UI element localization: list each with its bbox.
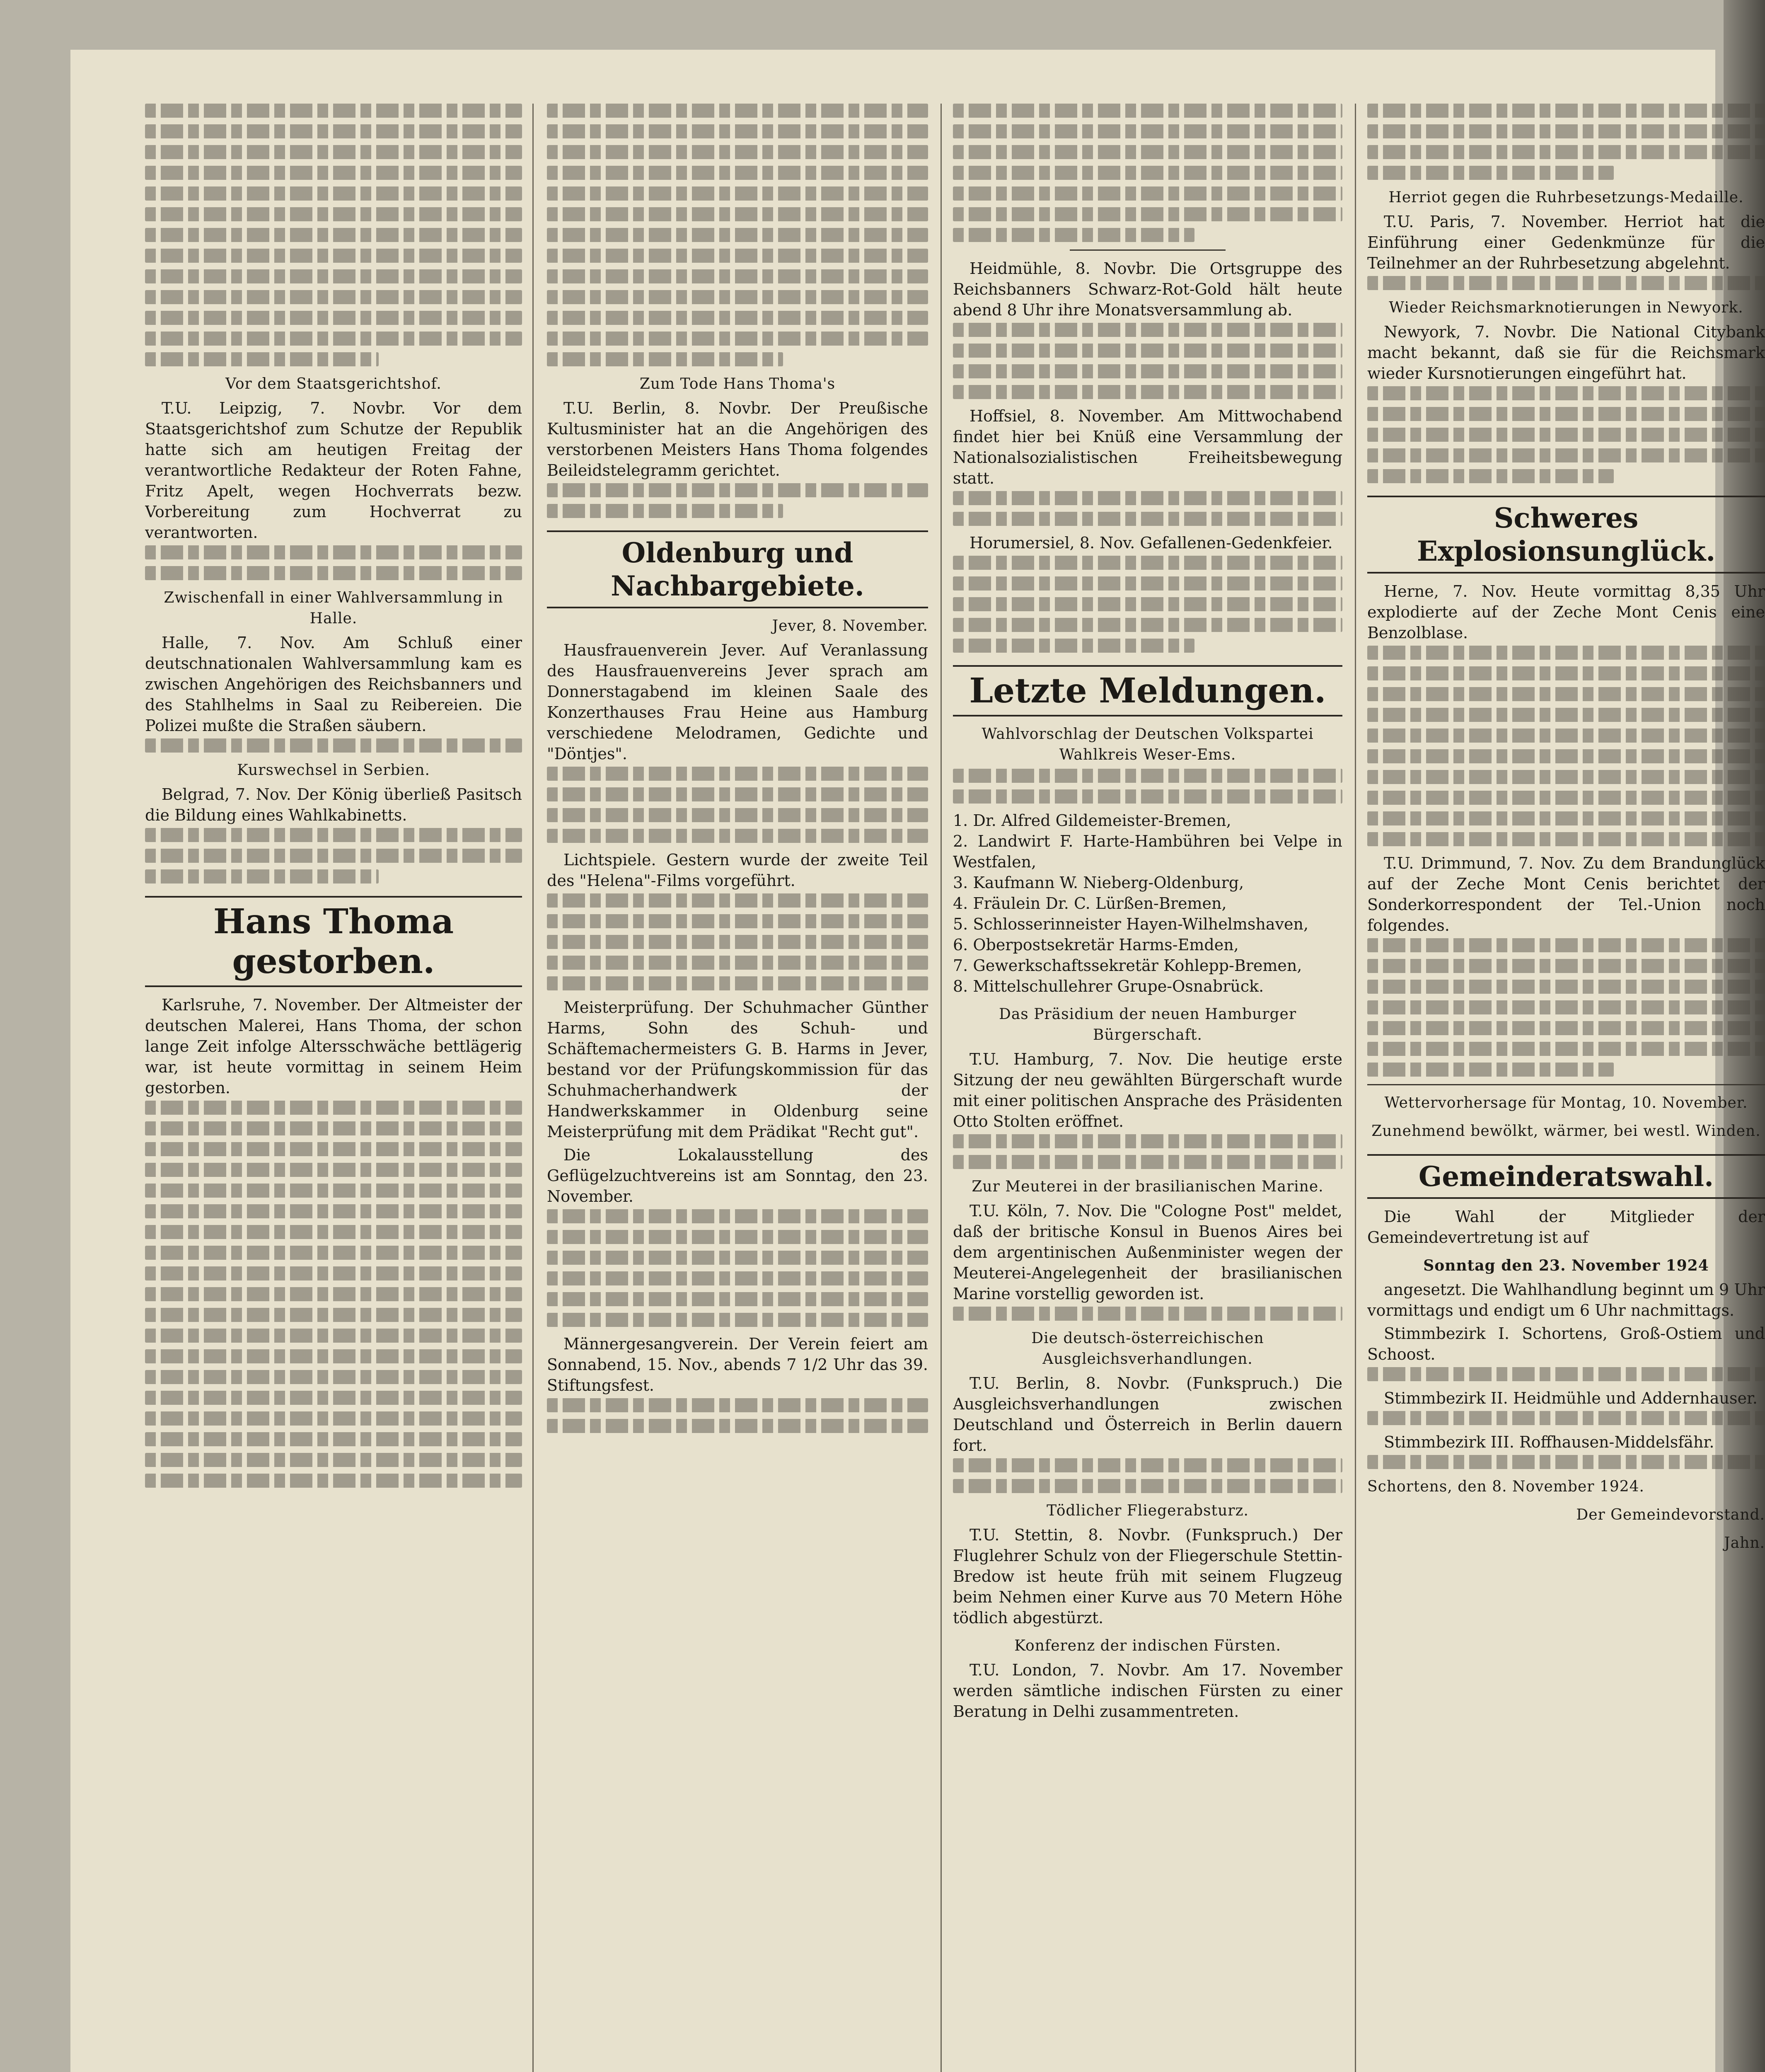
text-line — [1367, 729, 1765, 743]
text-line — [1367, 832, 1765, 846]
text-line — [1367, 1455, 1765, 1469]
text-line — [145, 332, 522, 346]
text-line — [145, 186, 522, 201]
text-line — [145, 738, 522, 753]
text-line — [547, 124, 928, 138]
text-line — [953, 364, 1342, 378]
text-line — [145, 124, 522, 138]
article-text: Lichtspiele. Gestern wurde der zweite Teil des "Helena"-Films vorgeführt. — [547, 851, 928, 890]
text-line — [1367, 811, 1765, 825]
column-2 — [547, 104, 928, 2072]
text-line — [145, 849, 522, 863]
section-heading: Das Präsidium der neuen Hamburger Bürgerschaft. — [999, 1006, 1297, 1043]
column-1 — [145, 104, 522, 2072]
article-text: Hausfrauenverein Jever. Auf Veranlassung des Hausfrauenvereins Jever sprach am Donnerstagabend im kleinen Saale des Konzerthauses Frau Heine aus Hamburg verschiedene Melodramen, Gedichte und "Döntjes". — [547, 641, 928, 763]
article-text: Hoffsiel, 8. November. Am Mittwochabend findet hier bei Knüß eine Versammlung der Nationalsozialistischen Freiheitsbewegung statt. — [953, 407, 1342, 487]
text-line — [547, 1398, 928, 1412]
text-line — [1367, 469, 1614, 483]
text-line — [953, 1458, 1342, 1472]
notice-text: Stimmbezirk I. Schortens, Groß-Ostiem und Schoost. — [1367, 1324, 1765, 1363]
section-heading: Kurswechsel in Serbien. — [237, 762, 430, 779]
text-line — [547, 332, 928, 346]
article-text: T.U. Köln, 7. Nov. Die "Cologne Post" meldet, daß der britische Konsul in Buenos Aires bei dem argentinischen Außenminister wegen der Meuterei-Angelegenheit der brasilianischen Marine vorstellig geworden ist. — [953, 1202, 1342, 1303]
text-line — [547, 504, 783, 518]
text-line — [145, 1287, 522, 1301]
text-line — [547, 269, 928, 283]
text-line — [1367, 770, 1765, 784]
text-line — [547, 956, 928, 970]
text-line — [145, 1411, 522, 1426]
text-line — [547, 228, 928, 242]
text-line — [1367, 938, 1765, 952]
dateline: Jever, 8. November. — [772, 617, 928, 634]
text-line — [1367, 1367, 1765, 1381]
text-line — [145, 1266, 522, 1280]
text-line — [547, 1209, 928, 1223]
text-line — [145, 1349, 522, 1363]
column-rule — [1355, 104, 1356, 2072]
text-line — [547, 893, 928, 908]
section-heading: Zwischenfall in einer Wahlversammlung in Halle. — [164, 589, 503, 627]
section-heading: Konferenz der indischen Fürsten. — [1014, 1637, 1281, 1654]
notice-text: angesetzt. Die Wahlhandlung beginnt um 9 Uhr vormittags und endigt um 6 Uhr nachmittags. — [1367, 1280, 1765, 1319]
text-line — [145, 1308, 522, 1322]
text-line — [1367, 666, 1765, 680]
text-line — [1367, 386, 1765, 400]
text-line — [953, 789, 1342, 804]
list-item: 8. Mittelschullehrer Grupe-Osnabrück. — [953, 977, 1264, 995]
text-line — [547, 249, 928, 263]
section-heading: Vor dem Staatsgerichtshof. — [225, 375, 442, 392]
text-line — [145, 1329, 522, 1343]
text-line — [145, 1121, 522, 1135]
text-line — [1367, 687, 1765, 701]
headline-explosion: Schweres Explosionsunglück. — [1367, 496, 1765, 574]
text-line — [1367, 166, 1614, 180]
text-line — [953, 576, 1342, 591]
signature-body: Der Gemeindevorstand. — [1576, 1506, 1765, 1523]
weather-text: Zunehmend bewölkt, wärmer, bei westl. Winden. — [1371, 1123, 1761, 1140]
article-text: Männergesangverein. Der Verein feiert am Sonnabend, 15. Nov., abends 7 1/2 Uhr das 39. Stiftungsfest. — [547, 1335, 928, 1394]
text-line — [1367, 276, 1765, 290]
text-line — [547, 186, 928, 201]
separator — [1070, 249, 1226, 251]
text-line — [1367, 1000, 1765, 1014]
article-text: Die Lokalausstellung des Geflügelzuchtvereins ist am Sonntag, den 23. November. — [547, 1146, 928, 1205]
text-line — [547, 787, 928, 801]
article-text: T.U. Berlin, 8. Novbr. Der Preußische Kultusminister hat an die Angehörigen des verstorbenen Meisters Hans Thoma folgendes Beileidstelegramm gerichtet. — [547, 399, 928, 479]
article-text: Horumersiel, 8. Nov. Gefallenen-Gedenkfeier. — [970, 534, 1333, 552]
text-line — [953, 344, 1342, 358]
article-text: T.U. Hamburg, 7. Nov. Die heutige erste Sitzung der neu gewählten Bürgerschaft wurde mit einer politischen Ansprache des Präsidenten Otto Stolten eröffnet. — [953, 1050, 1342, 1130]
text-line — [547, 166, 928, 180]
text-line — [145, 1101, 522, 1115]
text-line — [1367, 749, 1765, 763]
signature-place: Schortens, den 8. November 1924. — [1367, 1478, 1644, 1495]
text-line — [1367, 448, 1765, 462]
article-text: Newyork, 7. Novbr. Die National Citybank macht bekannt, daß sie für die Reichsmark wieder Kursnotierungen eingeführt hat. — [1367, 323, 1765, 382]
text-line — [547, 311, 928, 325]
text-line — [1367, 791, 1765, 805]
separator — [1367, 1084, 1765, 1085]
section-heading: Tödlicher Fliegerabsturz. — [1047, 1502, 1249, 1519]
notice-text: Die Wahl der Mitglieder der Gemeindevertretung ist auf — [1367, 1208, 1765, 1247]
text-line — [145, 566, 522, 580]
column-3 — [953, 104, 1342, 2072]
article-text: Belgrad, 7. Nov. Der König überließ Pasitsch die Bildung eines Wahlkabinetts. — [145, 785, 522, 824]
text-line — [547, 207, 928, 221]
text-line — [145, 311, 522, 325]
text-line — [953, 385, 1342, 399]
text-line — [547, 808, 928, 822]
text-line — [547, 1251, 928, 1265]
section-heading: Zur Meuterei in der brasilianischen Marine. — [972, 1178, 1324, 1195]
text-line — [145, 166, 522, 180]
text-line — [1367, 145, 1765, 159]
text-line — [145, 290, 522, 304]
list-item: 7. Gewerkschaftssekretär Kohlepp-Bremen, — [953, 956, 1302, 975]
text-line — [145, 145, 522, 159]
text-line — [145, 869, 379, 884]
list-item: 6. Oberpostsekretär Harms-Emden, — [953, 936, 1239, 954]
text-line — [953, 618, 1342, 632]
column-rule — [941, 104, 942, 2072]
article-text: Heidmühle, 8. Novbr. Die Ortsgruppe des Reichsbanners Schwarz-Rot-Gold hält heute abend 8 Uhr ihre Monatsversammlung ab. — [953, 259, 1342, 319]
text-line — [547, 1271, 928, 1285]
text-line — [547, 914, 928, 928]
article-text: Herne, 7. Nov. Heute vormittag 8,35 Uhr explodierte auf der Zeche Mont Cenis eine Benzolblase. — [1367, 582, 1765, 642]
list-item: 4. Fräulein Dr. C. Lürßen-Bremen, — [953, 894, 1227, 913]
text-line — [1367, 428, 1765, 442]
text-line — [1367, 104, 1765, 118]
text-line — [953, 145, 1342, 159]
text-line — [1367, 646, 1765, 660]
section-heading: Herriot gegen die Ruhrbesetzungs-Medaille. — [1388, 189, 1744, 206]
article-text: Karlsruhe, 7. November. Der Altmeister der deutschen Malerei, Hans Thoma, der schon lange Zeit infolge Altersschwäche bettlägerig war, ist heute vormittag in seinem Heim gestorben. — [145, 996, 522, 1097]
text-line — [145, 1204, 522, 1218]
text-line — [145, 228, 522, 242]
notice-date: Sonntag den 23. November 1924 — [1423, 1257, 1709, 1274]
headline-letzte-meldungen: Letzte Meldungen. — [953, 665, 1342, 716]
article-text: Halle, 7. Nov. Am Schluß einer deutschnationalen Wahlversammlung kam es zwischen Angehörigen des Reichsbanners und des Stahlhelms in Saal zu Reibereien. Die Polizei mußte die Straßen säubern. — [145, 634, 522, 735]
text-line — [953, 639, 1194, 653]
text-line — [145, 1142, 522, 1156]
section-heading: Wahlvorschlag der Deutschen Volkspartei Wahlkreis Weser-Ems. — [982, 726, 1314, 763]
signature-name: Jahn. — [1724, 1535, 1765, 1552]
weather-heading: Wettervorhersage für Montag, 10. November. — [1384, 1094, 1748, 1111]
section-heading: Die deutsch-österreichischen Ausgleichsverhandlungen. — [1031, 1330, 1264, 1368]
headline-oldenburg: Oldenburg und Nachbargebiete. — [547, 530, 928, 608]
text-line — [145, 1246, 522, 1260]
column-4 — [1367, 104, 1765, 2072]
text-line — [547, 145, 928, 159]
text-line — [953, 1307, 1342, 1321]
list-item: 5. Schlosserinneister Hayen-Wilhelmshaven, — [953, 915, 1309, 933]
text-line — [1367, 1021, 1765, 1035]
text-line — [547, 352, 783, 366]
text-line — [145, 1432, 522, 1446]
text-line — [953, 104, 1342, 118]
section-heading: Wieder Reichsmarknotierungen in Newyork. — [1389, 299, 1743, 316]
list-item: 2. Landwirt F. Harte-Hambühren bei Velpe in Westfalen, — [953, 832, 1342, 871]
text-line — [145, 1184, 522, 1198]
text-line — [145, 1391, 522, 1405]
text-line — [145, 207, 522, 221]
text-line — [145, 1474, 522, 1488]
text-line — [145, 1370, 522, 1384]
text-line — [953, 491, 1342, 505]
text-line — [953, 124, 1342, 138]
text-line — [547, 104, 928, 118]
text-line — [547, 290, 928, 304]
text-line — [1367, 1063, 1614, 1077]
text-line — [953, 769, 1342, 783]
text-line — [145, 352, 379, 366]
text-line — [1367, 980, 1765, 994]
text-line — [145, 545, 522, 559]
text-line — [145, 1453, 522, 1467]
text-line — [145, 828, 522, 842]
text-line — [145, 1225, 522, 1239]
list-item: 3. Kaufmann W. Nieberg-Oldenburg, — [953, 874, 1244, 892]
text-line — [953, 207, 1342, 221]
candidate-list — [953, 810, 1342, 997]
article-text: T.U. Drimmund, 7. Nov. Zu dem Brandunglück auf der Zeche Mont Cenis berichtet der Sonderkorrespondent der Tel.-Union noch folgendes. — [1367, 854, 1765, 934]
text-line — [1367, 407, 1765, 421]
text-line — [953, 186, 1342, 201]
section-heading: Zum Tode Hans Thoma's — [639, 375, 836, 392]
notice-text: Stimmbezirk III. Roffhausen-Middelsfähr. — [1384, 1433, 1714, 1451]
text-line — [953, 1155, 1342, 1169]
text-line — [547, 1292, 928, 1306]
article-text: T.U. Leipzig, 7. Novbr. Vor dem Staatsgerichtshof zum Schutze der Republik hatte sich am heutigen Freitag der verantwortliche Redakteur der Roten Fahne, Fritz Apelt, wegen Hochverrats bezw. Vorbereitung zum Hochverrat zu verantworten. — [145, 399, 522, 542]
article-text: T.U. London, 7. Novbr. Am 17. November werden sämtliche indischen Fürsten zu einer Beratung in Delhi zusammentreten. — [953, 1661, 1342, 1721]
text-line — [145, 269, 522, 283]
text-line — [953, 1134, 1342, 1148]
text-line — [953, 228, 1194, 242]
text-line — [1367, 124, 1765, 138]
text-line — [1367, 1042, 1765, 1056]
text-line — [1367, 1411, 1765, 1425]
newspaper-page — [70, 50, 1765, 2072]
text-line — [953, 166, 1342, 180]
text-line — [953, 556, 1342, 570]
headline-gemeinderatswahl: Gemeinderatswahl. — [1367, 1154, 1765, 1199]
text-line — [547, 829, 928, 843]
text-line — [547, 1313, 928, 1327]
column-rule — [532, 104, 534, 2072]
text-line — [547, 976, 928, 990]
text-line — [145, 249, 522, 263]
text-line — [547, 483, 928, 497]
text-line — [953, 597, 1342, 611]
list-item: 1. Dr. Alfred Gildemeister-Bremen, — [953, 811, 1231, 830]
text-line — [547, 935, 928, 949]
text-line — [547, 767, 928, 781]
text-line — [953, 323, 1342, 337]
article-text: T.U. Berlin, 8. Novbr. (Funkspruch.) Die Ausgleichsverhandlungen zwischen Deutschland und Österreich in Berlin dauern fort. — [953, 1374, 1342, 1455]
text-line — [953, 512, 1342, 526]
text-line — [1367, 959, 1765, 973]
text-line — [547, 1419, 928, 1433]
article-text: T.U. Paris, 7. November. Herriot hat die Einführung einer Gedenkmünze für die Teilnehmer an der Ruhrbesetzung abgelehnt. — [1367, 213, 1765, 272]
text-line — [145, 1163, 522, 1177]
notice-text: Stimmbezirk II. Heidmühle und Addernhauser. — [1384, 1389, 1758, 1407]
article-text: Meisterprüfung. Der Schuhmacher Günther Harms, Sohn des Schuh- und Schäftemachermeisters G. B. Harms in Jever, bestand vor der Prüfungskommission für das Schuhmacherhandwerk der Handwerkskammer in Oldenburg seine Meisterprüfung mit dem Prädikat "Recht gut". — [547, 998, 928, 1141]
text-line — [547, 1230, 928, 1244]
text-line — [1367, 708, 1765, 722]
headline-thoma: Hans Thoma gestorben. — [145, 896, 522, 987]
text-line — [145, 104, 522, 118]
text-line — [953, 1479, 1342, 1493]
article-text: T.U. Stettin, 8. Novbr. (Funkspruch.) Der Fluglehrer Schulz von der Fliegerschule Stettin-Bredow ist heute früh mit seinem Flugzeug beim Nehmen einer Kurve aus 70 Metern Höhe tödlich abgestürzt. — [953, 1526, 1342, 1627]
